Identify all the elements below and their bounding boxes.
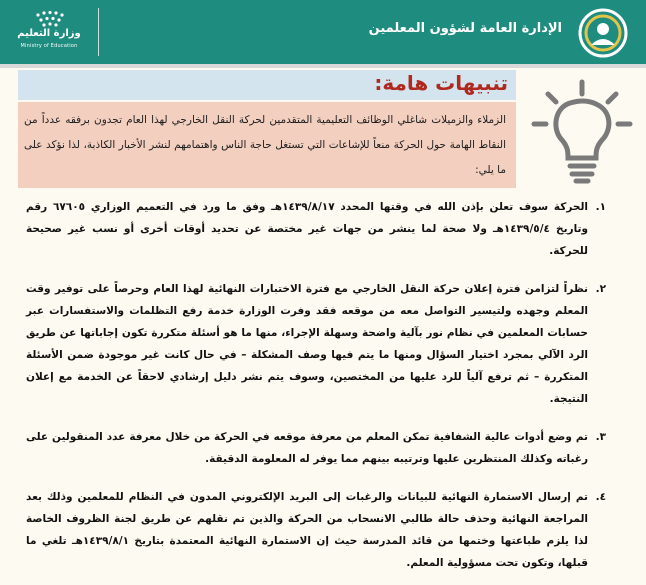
header-divider <box>98 8 99 56</box>
banner-title: تنبيهات هامة: <box>374 71 508 95</box>
department-title: الإدارة العامة لشؤون المعلمين <box>368 21 562 36</box>
ministry-name-ar: وزارة التعليم <box>17 28 81 39</box>
item-number: ٣. <box>595 431 606 443</box>
notice-list <box>26 196 606 574</box>
header-bar <box>0 0 646 64</box>
item-text: تم وضع أدوات عالية الشفافية تمكن المعلم من معرفة موقعه في الحركة من خلال معرفة عدد المنقولين على رغباته وكذلك المنتظرين عليها وترتيبه بينهم مما يوفر له المعلومة الدقيقة. <box>26 431 588 465</box>
item-number: ١. <box>595 201 606 213</box>
item-number: ٢. <box>595 283 606 295</box>
item-text: تم إرسال الاستمارة النهائية للبيانات والرغبات إلى البريد الإلكتروني المدون في النظام للمعلمين وذلك بعد المراجعة النهائية وحذف حالة طالبي الانسحاب من الحركة والذين تم نقلهم عن طريق لجنة الظروف الخاصة لذا يلزم طباعتها وختمها من قائد المدرسة حيث إن الاستمارة النهائية المعتمدة بتاريخ ١٤٣٩/٨/١هـ تلغي ما قبلها، وتكون تحت مسؤولية المعلم. <box>26 491 588 569</box>
department-logo-icon <box>578 8 628 58</box>
warning-banner <box>18 70 516 100</box>
lightbulb-icon <box>530 78 634 196</box>
list-item <box>26 426 606 470</box>
item-text: الحركة سوف تعلن بإذن الله في وقتها المحدد ١٤٣٩/٨/١٧هـ وفق ما ورد في التعميم الوزاري ٦٧٦٠٥ رقم وتاريخ ١٤٣٩/٥/٤هـ ولا صحة لما ينشر من جهات غير مختصة عن تحديد أوقات أخرى أو نسب غير صحيحة للحركة. <box>26 201 588 257</box>
intro-box <box>18 102 516 188</box>
list-item <box>26 486 606 574</box>
list-item <box>26 196 606 262</box>
item-text: نظراً لتزامن فترة إعلان حركة النقل الخارجي مع فترة الاختبارات النهائية لهذا العام وحرصاً على توفير وقت المعلم وجهده ولتيسير التواصل معه من موقعه فقد وفرت الوزارة خدمة رفع التظلمات والاستفسارات عبر حسابات المعلمين في نظام نور بآلية واضحة وسهلة الإجراء، منها ما هو أسئلة متكررة تكون إجاباتها عن طريق الرد الآلي بمجرد اختيار السؤال ومنها ما يتم فيها وصف المشكلة – في حال كانت غير موجودة ضمن الأسئلة المتكررة – ثم ترفع آلياً للرد عليها من المختصين، وسوف يتم نشر دليل إرشادي لاحقاً عن الخدمة مع إعلان النتيجة. <box>26 283 588 405</box>
item-number: ٤. <box>595 491 606 503</box>
list-item <box>26 278 606 410</box>
intro-text: الزملاء والزميلات شاغلي الوظائف التعليمية المتقدمين لحركة النقل الخارجي لهذا العام تجدون برفقه عدداً من النقاط الهامة حول الحركة منعاً للإشاعات التي تستغل حاجة الناس واهتمامهم لنشر الأخبار الكاذبة، لذا نؤكد على ما يلي: <box>24 114 506 176</box>
ministry-name-en: Ministry of Education <box>20 43 78 49</box>
header-shadow <box>0 64 646 68</box>
